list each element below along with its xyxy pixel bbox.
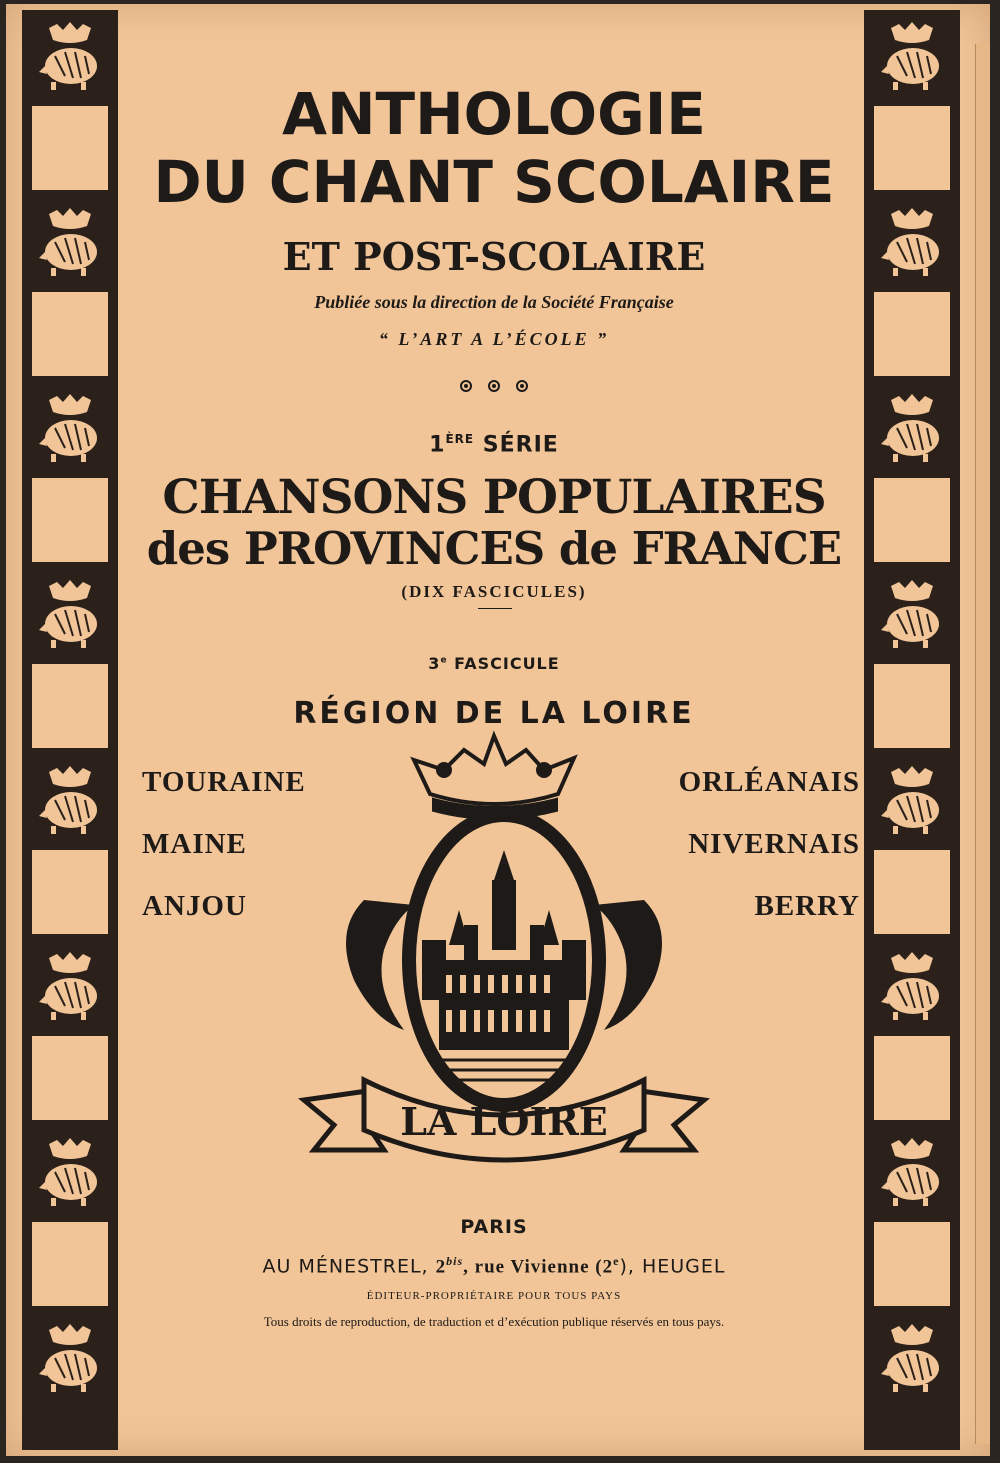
region-title: RÉGION DE LA LOIRE [293,696,695,731]
crowned-porcupine-icon [874,574,950,656]
border-frame-panel [874,850,950,934]
province-right-3: BERRY [754,890,860,922]
publisher-rights-line-2: Tous droits de reproduction, de traduction et d’exécution publique réservés en tous pays. [263,1314,725,1329]
fascicles-count: (DIX FASCICULES) [401,582,587,601]
crowned-porcupine-icon [874,946,950,1028]
border-frame-panel [32,850,108,934]
border-frame-panel [874,106,950,190]
province-left-1: TOURAINE [142,766,306,798]
province-right-2: NIVERNAIS [688,828,860,860]
province-right-1: ORLÉANAIS [678,766,860,798]
crowned-porcupine-icon [32,946,108,1028]
collection-title-line-1: CHANSONS POPULAIRES [162,470,826,525]
publisher-rights-line-1: ÉDITEUR-PROPRIÉTAIRE POUR TOUS PAYS [366,1290,622,1302]
title-line-1: ANTHOLOGIE [282,80,706,148]
society-name: “ L’ART A L’ÉCOLE ” [378,329,610,349]
publisher-address: AU MÉNESTREL, $2^{bis}$, rue Vivienne (2e), HEUGEL [262,1254,726,1278]
series-label: 1ÈRE SÉRIE [429,432,559,458]
left-decorative-border [22,10,118,1450]
cover-content [126,4,862,1456]
banner-text: LA LOIRE [400,1099,608,1144]
ring-ornament-icon [126,380,862,392]
crowned-porcupine-icon [874,760,950,842]
crowned-porcupine-icon [32,388,108,470]
border-frame-panel [874,1036,950,1120]
crowned-porcupine-icon [874,1318,950,1400]
border-frame-panel [32,1036,108,1120]
crowned-porcupine-icon [874,1132,950,1214]
border-frame-panel [32,478,108,562]
direction-text: Publiée sous la direction de la Société Française [314,292,674,312]
crowned-porcupine-icon [32,574,108,656]
province-left-2: MAINE [142,828,247,860]
crowned-porcupine-icon [874,16,950,98]
border-frame-panel [32,106,108,190]
border-frame-panel [874,292,950,376]
crowned-porcupine-icon [874,388,950,470]
crowned-chateau-crest-icon [294,730,714,1180]
small-rule [478,608,512,609]
border-frame-panel [32,1222,108,1306]
crowned-porcupine-icon [32,202,108,284]
crowned-porcupine-icon [874,202,950,284]
page-edge [975,44,990,1444]
fascicle-label: 3e FASCICULE [428,654,560,673]
right-decorative-border [864,10,960,1450]
border-frame-panel [32,292,108,376]
province-left-3: ANJOU [142,890,247,922]
crowned-porcupine-icon [32,760,108,842]
border-frame-panel [32,664,108,748]
booklet-cover [6,4,990,1456]
border-frame-panel [874,1222,950,1306]
crowned-porcupine-icon [32,16,108,98]
title-line-2: DU CHANT SCOLAIRE [153,148,835,216]
border-frame-panel [874,478,950,562]
publisher-city: PARIS [460,1216,528,1238]
collection-title-line-2: des PROVINCES de FRANCE [146,522,842,575]
crowned-porcupine-icon [32,1132,108,1214]
crowned-porcupine-icon [32,1318,108,1400]
border-frame-panel [874,664,950,748]
title-line-3: ET POST-SCOLAIRE [282,234,706,279]
